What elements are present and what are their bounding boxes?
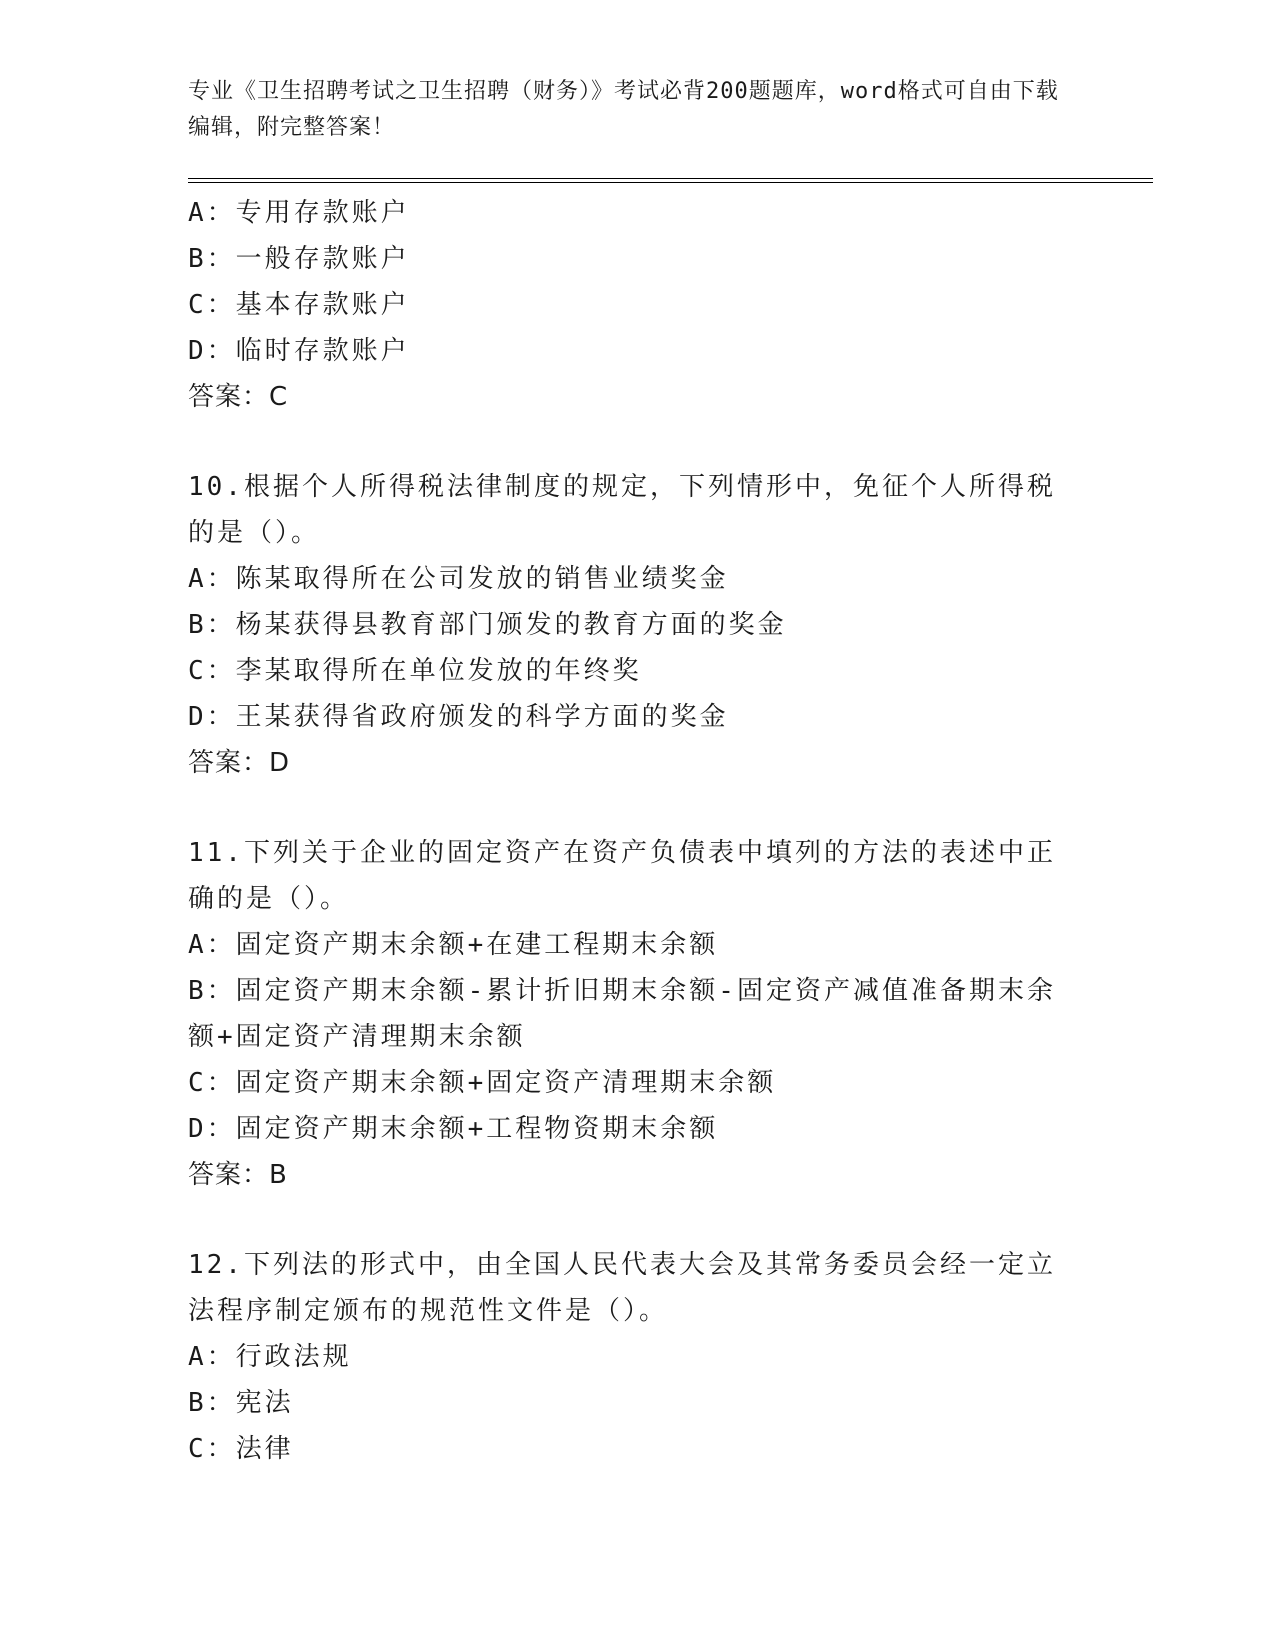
answer-label: 答案：B [188, 1160, 288, 1190]
header-rule-bottom [188, 182, 1153, 183]
question-9 [188, 190, 1068, 420]
header-rule-top [188, 178, 1153, 179]
option-c: C：法律 [188, 1434, 294, 1464]
option-d: D：固定资产期末余额+工程物资期末余额 [188, 1114, 719, 1144]
question-11 [188, 830, 1068, 1198]
answer-label: 答案：D [188, 748, 291, 778]
option-a: A：专用存款账户 [188, 198, 410, 228]
question-stem: 12.下列法的形式中，由全国人民代表大会及其常务委员会经一定立法程序制定颁布的规范性文件是（）。 [188, 1250, 1056, 1326]
option-b: B：宪法 [188, 1388, 294, 1418]
option-c: C：李某取得所在单位发放的年终奖 [188, 656, 642, 686]
option-c: C：基本存款账户 [188, 290, 410, 320]
answer-label: 答案：C [188, 382, 289, 412]
question-stem: 11.下列关于企业的固定资产在资产负债表中填列的方法的表述中正确的是（）。 [188, 838, 1056, 914]
question-stem: 10.根据个人所得税法律制度的规定，下列情形中，免征个人所得税的是（）。 [188, 472, 1056, 548]
option-b: B：固定资产期末余额-累计折旧期末余额-固定资产减值准备期末余额+固定资产清理期末余额 [188, 976, 1056, 1052]
option-a: A：行政法规 [188, 1342, 352, 1372]
document-header: 专业《卫生招聘考试之卫生招聘（财务）》考试必背200题题库，word格式可自由下载编辑，附完整答案！ [188, 79, 1059, 140]
option-c: C：固定资产期末余额+固定资产清理期末余额 [188, 1068, 777, 1098]
question-12 [188, 1242, 1068, 1472]
option-d: D：王某获得省政府颁发的科学方面的奖金 [188, 702, 729, 732]
option-b: B：杨某获得县教育部门颁发的教育方面的奖金 [188, 610, 787, 640]
question-list [188, 190, 1068, 1472]
option-a: A：固定资产期末余额+在建工程期末余额 [188, 930, 719, 960]
option-b: B：一般存款账户 [188, 244, 410, 274]
option-a: A：陈某取得所在公司发放的销售业绩奖金 [188, 564, 729, 594]
option-d: D：临时存款账户 [188, 336, 410, 366]
question-10 [188, 464, 1068, 786]
